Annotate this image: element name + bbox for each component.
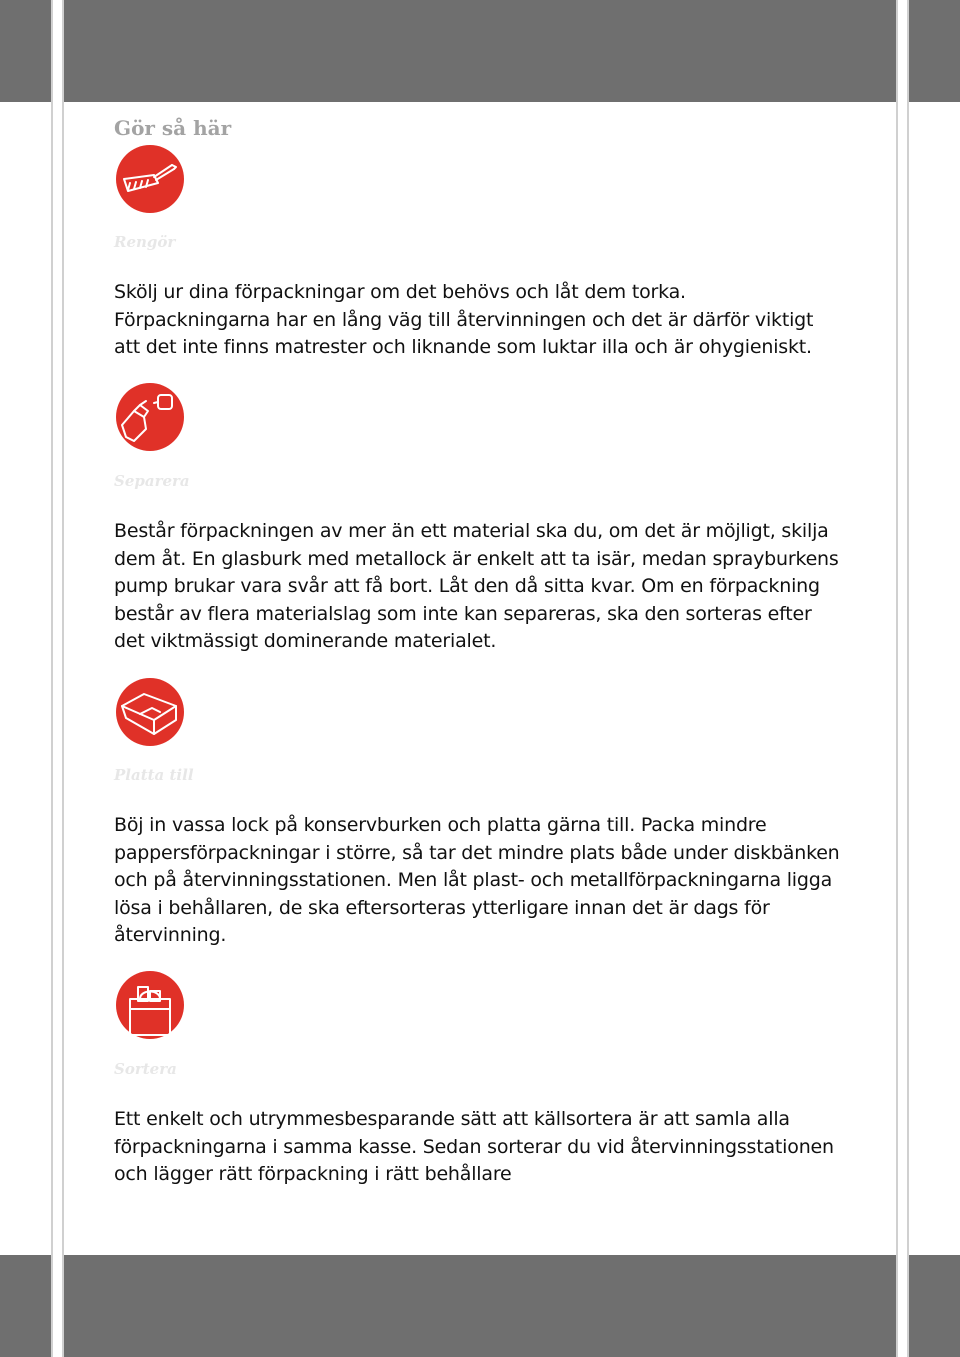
spray-bottle-icon [114,381,186,453]
footer-band [64,1255,897,1357]
step-label-sortera: Sortera [114,1060,177,1078]
brush-icon [114,143,186,215]
step-label-separera: Separera [114,472,190,490]
step-text-rengor: Skölj ur dina förpackningar om det behövs och låt dem torka. Förpackningarna har en lång väg till återvinningen och det är därför viktigt att det inte finns matrester och liknande som luktar illa och är ohygieniskt. [114,281,814,359]
step-label-rengor: Rengör [114,233,176,251]
right-rule [907,0,909,1357]
footer-band-right [909,1255,960,1357]
flattened-box-icon [114,676,186,748]
left-rule [51,0,53,1357]
header-band-left [0,0,51,102]
right-inner-rule [896,0,898,1357]
header-band-right [909,0,960,102]
footer-band-left [0,1255,51,1357]
page-title: Gör så här [114,116,232,140]
left-inner-rule [62,0,64,1357]
shopping-bag-icon [114,969,186,1041]
header-band [64,0,897,102]
step-text-sortera: Ett enkelt och utrymmesbesparande sätt att källsortera är att samla alla förpackningarna i samma kasse. Sedan sorterar du vid återvinningsstationen och lägger rätt förpackning i rätt behållare [114,1108,834,1186]
step-text-platta-till: Böj in vassa lock på konservburken och platta gärna till. Packa mindre pappersförpackningar i större, så tar det mindre plats både under diskbänken och på återvinningsstationen. Men låt plast- och metallförpackningarna ligga lösa i behållaren, de ska eftersorteras ytterligare innan det är dags för återvinning. [114,814,840,947]
step-text-separera: Består förpackningen av mer än ett material ska du, om det är möjligt, skilja dem åt. En glasburk med metallock är enkelt att ta isär, medan sprayburkens pump brukar vara svår att få bort. Låt den då sitta kvar. Om en förpackning består av flera materialslag som inte kan separeras, ska den sorteras efter det viktmässigt dominerande materialet. [114,520,839,653]
step-label-platta-till: Platta till [114,766,194,784]
